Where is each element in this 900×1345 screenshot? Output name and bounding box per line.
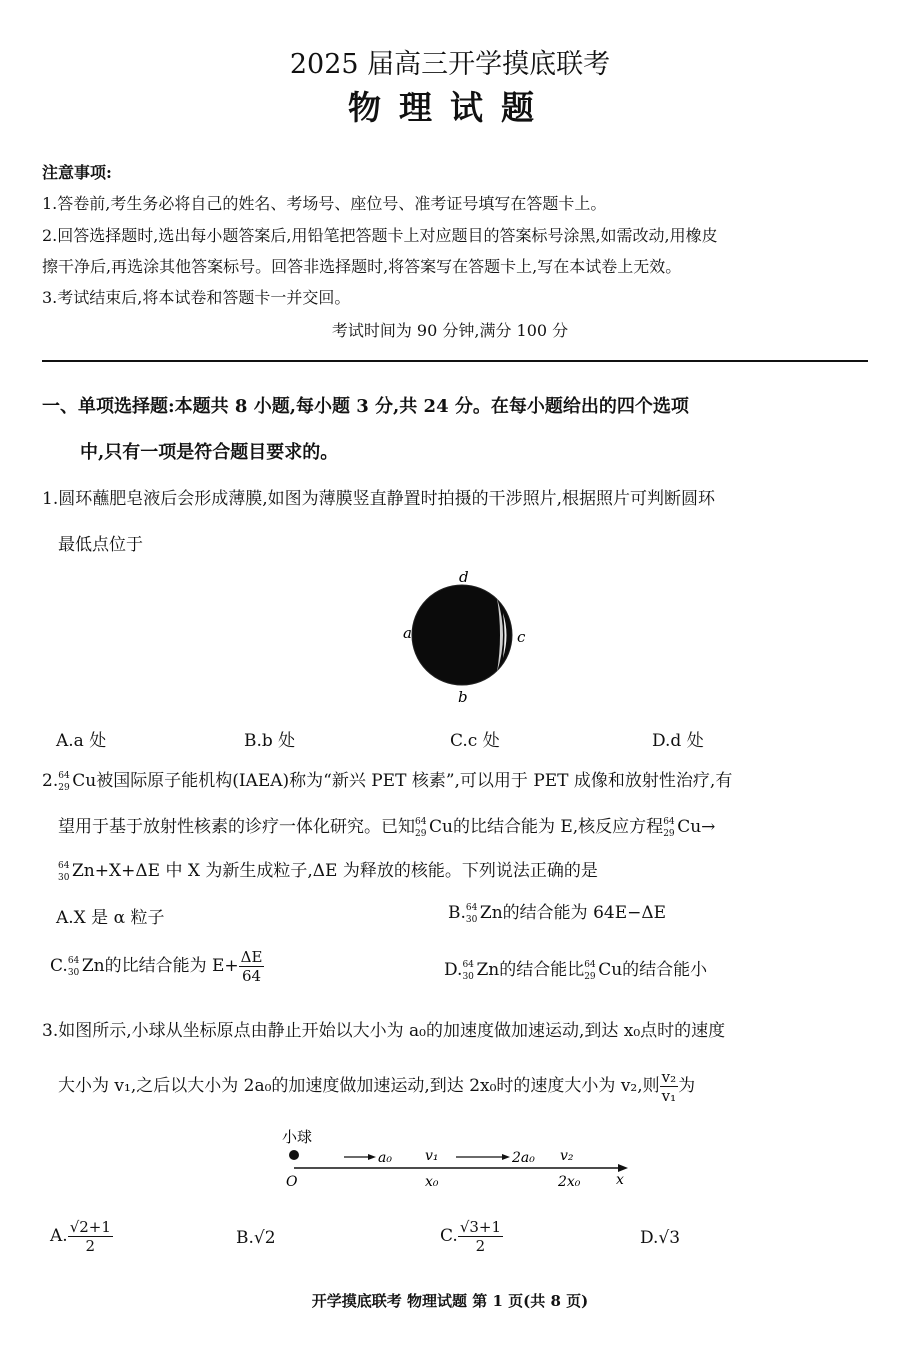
notes-heading: 注意事项: (42, 163, 112, 182)
divider (42, 360, 868, 362)
label-2x0: 2x₀ (558, 1174, 581, 1190)
accel-arrow-2-head (502, 1154, 510, 1160)
q2-option-a: A.X 是 α 粒子 (56, 908, 165, 928)
q1-stem-cont: 最低点位于 (58, 535, 143, 555)
x-axis-arrowhead (618, 1164, 628, 1172)
q3-option-a: A. $\frac{√2+1}{2}$ (50, 1218, 111, 1255)
q1-option-b: B.b 处 (244, 731, 296, 751)
note-item: 3.考试结束后,将本试卷和答题卡一并交回。 (42, 288, 351, 307)
section-heading-cont: 中,只有一项是符合题目要求的。 (80, 442, 339, 463)
q3-option-c: C. $\frac{√3+1}{2}$ (440, 1218, 502, 1255)
subject-title: 物理试题 (348, 88, 552, 127)
label-2a0: 2a₀ (512, 1150, 535, 1166)
q3-stem: 3.如图所示,小球从坐标原点由静止开始以大小为 a₀的加速度做加速运动,到达 x₀点时的速度 (42, 1021, 726, 1041)
label-v2: v₂ (560, 1148, 574, 1164)
q1-option-d: D.d 处 (652, 731, 704, 751)
section-heading: 一、单项选择题:本题共 8 小题,每小题 3 分,共 24 分。在每小题给出的四个选项 (42, 396, 689, 417)
motion-diagram (270, 1122, 640, 1194)
q1-stem: 1.圆环蘸肥皂液后会形成薄膜,如图为薄膜竖直静置时拍摄的干涉照片,根据照片可判断圆环 (42, 489, 716, 509)
page-footer: 开学摸底联考 物理试题 第 1 页(共 8 页) (311, 1292, 589, 1310)
note-item: 2.回答选择题时,选出每小题答案后,用铅笔把答题卡上对应题目的答案标号涂黑,如需改动,用橡皮 (42, 226, 718, 245)
q2-option-c: C. 64 30 Zn的比结合能为 E+ $\frac{\Delta E}{64}$ (50, 948, 263, 985)
label-v1: v₁ (425, 1148, 439, 1164)
exam-time: 考试时间为 90 分钟,满分 100 分 (331, 321, 569, 340)
q2-stem: 2. 64 29 Cu被国际原子能机构(IAEA)称为“新兴 PET 核素”,可以用于 PET 成像和放射性治疗,有 (42, 770, 733, 793)
label-b: b (458, 688, 468, 706)
q3-option-d: D.√3 (640, 1228, 681, 1248)
label-d: d (459, 568, 469, 586)
soap-film-figure (395, 568, 535, 710)
q1-option-c: C.c 处 (450, 731, 500, 751)
exam-title: 2025 届高三开学摸底联考 (289, 49, 611, 80)
ball (289, 1150, 299, 1160)
note-item: 1.答卷前,考生务必将自己的姓名、考场号、座位号、准考证号填写在答题卡上。 (42, 194, 607, 213)
label-c: c (517, 628, 526, 646)
q3-option-b: B.√2 (236, 1228, 276, 1248)
label-a0: a₀ (378, 1150, 392, 1166)
note-item: 擦干净后,再选涂其他答案标号。回答非选择题时,将答案写在答题卡上,写在本试卷上无效。 (42, 257, 682, 276)
q2-stem-cont2: 64 30 Zn+X+ΔE 中 X 为新生成粒子,ΔE 为释放的核能。下列说法正确的是 (58, 860, 598, 883)
q2-option-b: B. 64 30 Zn的结合能为 64E−ΔE (448, 902, 667, 925)
label-a: a (403, 624, 412, 642)
q2-stem-cont: 望用于基于放射性核素的诊疗一体化研究。已知 64 29 Cu的比结合能为 E,核反应方程 64 29 Cu→ (58, 816, 716, 839)
ball-label: 小球 (282, 1128, 313, 1146)
label-x: x (616, 1172, 624, 1188)
label-origin: O (286, 1174, 298, 1190)
q2-option-d: D. 64 30 Zn的结合能比 64 29 Cu的结合能小 (444, 959, 708, 982)
label-x0: x₀ (425, 1174, 439, 1190)
q3-stem-cont: 大小为 v₁,之后以大小为 2a₀的加速度做加速运动,到达 2x₀时的速度大小为 v₂,则 $\frac{\text{v₂}}{\text{v₁}}$ 为 (58, 1068, 696, 1105)
accel-arrow-1-head (368, 1154, 376, 1160)
q1-option-a: A.a 处 (56, 731, 107, 751)
